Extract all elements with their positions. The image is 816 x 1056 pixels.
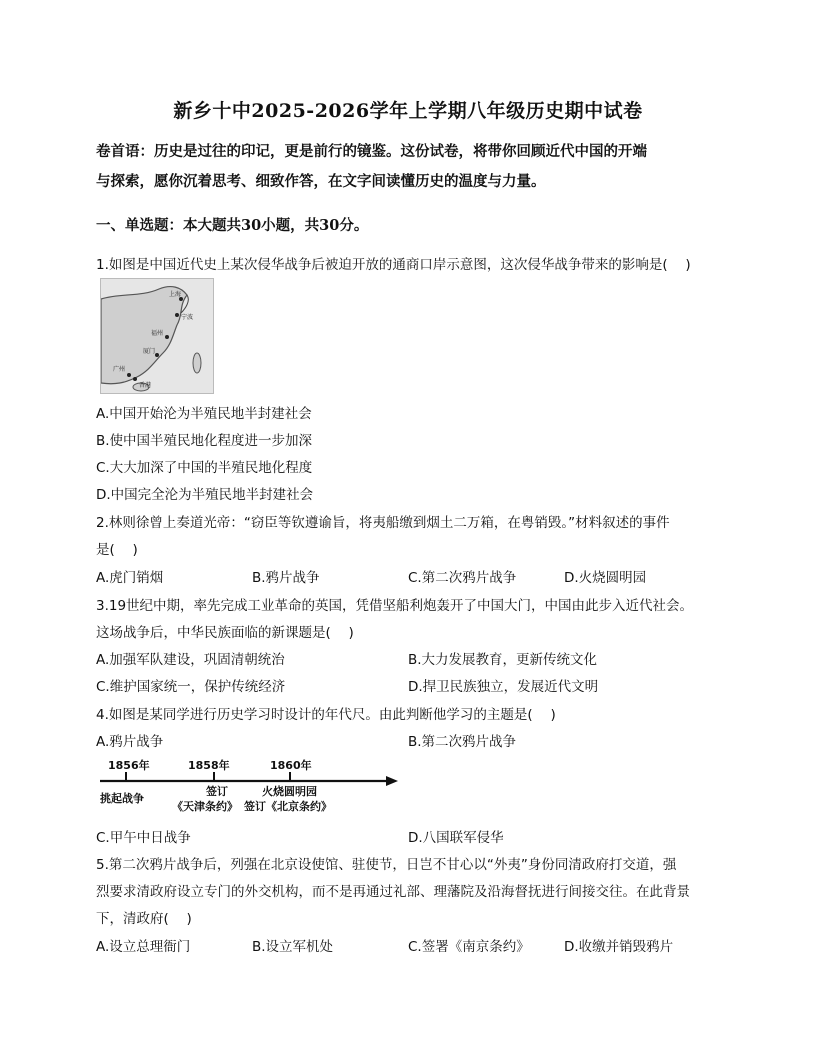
q3-option-c[interactable]: C.维护国家统一，保护传统经济 <box>96 679 286 695</box>
q5-option-d[interactable]: D.收缴并销毁鸦片 <box>564 939 674 955</box>
timeline-ruler <box>96 756 406 820</box>
intro-text <box>96 137 718 197</box>
map-label-hongkong: 香港 <box>139 382 152 389</box>
q2-option-d[interactable]: D.火烧圆明园 <box>564 570 647 586</box>
map-label-xiamen: 厦门 <box>143 348 156 355</box>
q1-stem: 1.如图是中国近代史上某次侵华战争后被迫开放的通商口岸示意图，这次侵华战争带来的影响是( ) <box>96 257 691 273</box>
q3-stem-line-2: 这场战争后，中华民族面临的新课题是( ) <box>96 625 354 641</box>
q5-stem-line-3: 下，清政府( ) <box>96 911 192 927</box>
q2-stem-line-1: 2.林则徐曾上奏道光帝：“窃臣等钦遵谕旨，将夷船缴到烟土二万箱，在粤销毁。”材料叙述的事件 <box>96 515 670 531</box>
timeline-event-start-war: 挑起战争 <box>100 792 144 805</box>
q1-treaty-ports-map <box>100 278 214 394</box>
q2-stem-line-2: 是( ) <box>96 542 138 558</box>
q4-option-d[interactable]: D.八国联军侵华 <box>408 830 504 846</box>
map-label-ningbo: 宁波 <box>181 314 194 321</box>
q4-option-b[interactable]: B.第二次鸦片战争 <box>408 734 517 750</box>
q5-option-a[interactable]: A.设立总理衙门 <box>96 939 191 955</box>
map-label-shanghai: 上海 <box>169 291 182 298</box>
q4-option-a[interactable]: A.鸦片战争 <box>96 734 164 750</box>
q2-option-b[interactable]: B.鸦片战争 <box>252 570 320 586</box>
coastline-map-image <box>101 279 213 393</box>
q4-option-c[interactable]: C.甲午中日战争 <box>96 830 191 846</box>
timeline-event-burn-yuanmingyuan: 火烧圆明园 <box>262 785 317 798</box>
q3-option-d[interactable]: D.捍卫民族独立，发展近代文明 <box>408 679 599 695</box>
timeline-year-1858: 1858年 <box>188 759 230 772</box>
section-heading: 一、单选题：本大题共30小题，共30分。 <box>96 217 369 234</box>
timeline-year-1860: 1860年 <box>270 759 312 772</box>
map-label-fuzhou: 福州 <box>151 330 164 337</box>
q1-option-b[interactable]: B.使中国半殖民地化程度进一步加深 <box>96 433 313 449</box>
exam-title: 新乡十中2025-2026学年上学期八年级历史期中试卷 <box>173 100 643 122</box>
q5-option-c[interactable]: C.签署《南京条约》 <box>408 939 530 955</box>
q1-option-d[interactable]: D.中国完全沦为半殖民地半封建社会 <box>96 487 314 503</box>
timeline-event-sign: 签订 <box>206 785 228 798</box>
q4-timeline <box>96 756 406 820</box>
q5-stem-line-2: 烈要求清政府设立专门的外交机构，而不是再通过礼部、理藩院及沿海督抚进行间接交往。在此背景 <box>96 884 690 900</box>
timeline-arrow-icon <box>386 776 398 786</box>
q2-option-a[interactable]: A.虎门销烟 <box>96 570 164 586</box>
timeline-event-tianjin-treaty: 《天津条约》 <box>172 800 238 813</box>
q3-option-a[interactable]: A.加强军队建设，巩固清朝统治 <box>96 652 285 668</box>
intro-line-2: 与探索，愿你沉着思考、细致作答，在文字间读懂历史的温度与力量。 <box>96 173 546 190</box>
q5-stem-line-1: 5.第二次鸦片战争后，列强在北京设使馆、驻使节，日岂不甘心以“外夷”身份同清政府打交道，强 <box>96 857 677 873</box>
timeline-event-beijing-treaty: 签订《北京条约》 <box>244 800 332 813</box>
q3-option-b[interactable]: B.大力发展教育，更新传统文化 <box>408 652 598 668</box>
q4-stem: 4.如图是某同学进行历史学习时设计的年代尺。由此判断他学习的主题是( ) <box>96 707 556 723</box>
q3-stem-line-1: 3.19世纪中期，率先完成工业革命的英国，凭借坚船利炮轰开了中国大门，中国由此步入近代社会。 <box>96 598 694 614</box>
q1-option-a[interactable]: A.中国开始沦为半殖民地半封建社会 <box>96 406 312 422</box>
intro-line-1: 卷首语：历史是过往的印记，更是前行的镜鉴。这份试卷，将带你回顾近代中国的开端 <box>96 143 647 160</box>
map-label-guangzhou: 广州 <box>113 366 126 373</box>
timeline-year-1856: 1856年 <box>108 759 150 772</box>
q1-option-c[interactable]: C.大大加深了中国的半殖民地化程度 <box>96 460 313 476</box>
q5-option-b[interactable]: B.设立军机处 <box>252 939 334 955</box>
q2-option-c[interactable]: C.第二次鸦片战争 <box>408 570 517 586</box>
